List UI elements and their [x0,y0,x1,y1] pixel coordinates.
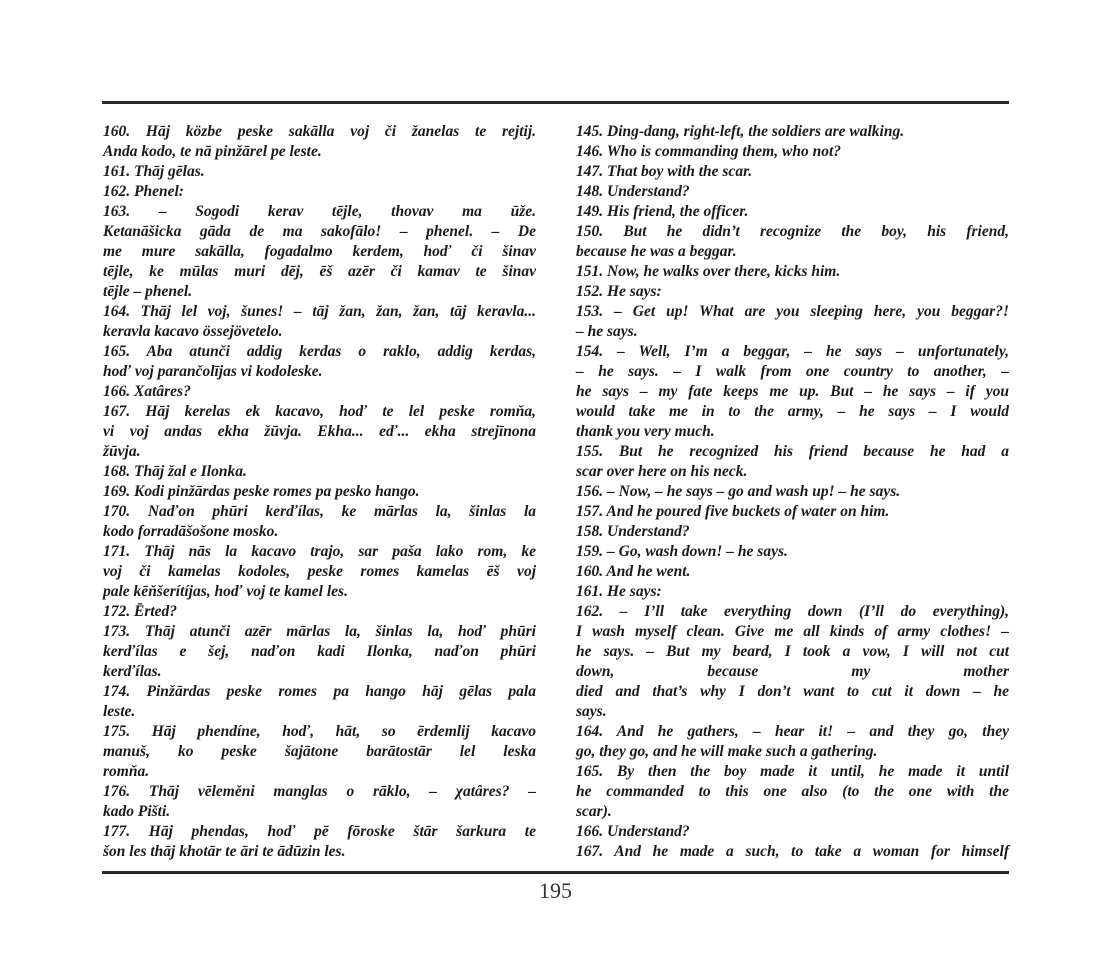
right-column-english [576,122,1009,862]
text-line: would take me in to the army, – he says – I would [576,403,1009,420]
text-line: 157. And he poured five buckets of water on him. [576,503,890,520]
text-line: tējle – phenel. [103,283,193,300]
text-line: Ketanāšicka gāda de ma sakofālo! – phenel. – De [103,223,536,240]
text-line: 166. Understand? [576,823,690,840]
text-line: 148. Understand? [576,183,690,200]
text-line: 172. Ērted? [103,603,178,620]
text-line: romňa. [103,763,150,780]
text-line: 156. – Now, – he says – go and wash up! – he says. [576,483,901,500]
text-line: thank you very much. [576,423,715,440]
text-line: 162. Phenel: [103,183,184,200]
text-line: 159. – Go, wash down! – he says. [576,543,788,560]
text-line: 169. Kodi pinžārdas peske romes pa pesko hango. [103,483,420,500]
text-line: 173. Thāj atunči azēr mārlas la, šinlas la, hoď phūri [103,623,536,640]
text-line: I wash myself clean. Give me all kinds of army clothes! – [576,623,1009,640]
text-line: 147. That boy with the scar. [576,163,753,180]
text-line: 167. And he made a such, to take a woman for himself [576,843,1009,860]
text-line: he commanded to this one also (to the one with the [576,783,1009,800]
text-line: 162. – I’ll take everything down (I’ll do everything), [576,603,1009,620]
text-line: manuš, ko peske šajātone barātostār lel leska [103,743,536,760]
text-line: 158. Understand? [576,523,690,540]
text-line: – he says. – I walk from one country to another, – [576,363,1009,380]
text-line: 153. – Get up! What are you sleeping here, you beggar?! [576,303,1009,320]
bottom-rule [102,871,1009,874]
text-line: 151. Now, he walks over there, kicks him. [576,263,841,280]
page-number: 195 [539,878,572,903]
text-line: because he was a beggar. [576,243,737,260]
text-line: kerďílas. [103,663,162,680]
text-line: žūvja. [103,443,141,460]
text-line: 160. And he went. [576,563,691,580]
text-line: 176. Thāj vēleměni manglas o rāklo, – χatâres? – [103,783,536,800]
text-line: Anda kodo, te nā pinžārel pe leste. [103,143,322,160]
text-line: kodo forradāšošone mosko. [103,523,279,540]
text-line: me mure sakālla, fogadalmo kerdem, hoď či šinav [103,243,536,260]
text-line: leste. [103,703,136,720]
text-line: pale kēňšerítíjas, hoď voj te kamel les. [103,583,348,600]
text-line: 164. And he gathers, – hear it! – and they go, they [576,723,1009,740]
text-line: kerďílas e šej, naďon kadi Ilonka, naďon phūri [103,643,536,660]
text-line: keravla kacavo össejövetelo. [103,323,283,340]
text-line: 177. Hāj phendas, hoď pē fōroske štār šarkura te [103,823,536,840]
text-line: says. [576,703,607,720]
text-line: hoď voj parančolījas vi kodoleske. [103,363,323,380]
text-line: 168. Thāj žal e Ilonka. [103,463,247,480]
text-line: 166. Xatâres? [103,383,191,400]
text-line: 149. His friend, the officer. [576,203,749,220]
text-line: 160. Hāj közbe peske sakālla voj či žanelas te rejtij. [103,123,536,140]
text-line: down, because my mother [576,663,1009,680]
text-line: 170. Naďon phūri kerďílas, ke mārlas la, šinlas la [103,503,536,520]
text-line: šon les thāj khotār te āri te ādūzin les. [103,843,346,860]
text-line: 161. Thāj gēlas. [103,163,205,180]
text-line: voj či kamelas kodoles, peske romes kamelas ēš voj [103,563,536,580]
text-line: 145. Ding-dang, right-left, the soldiers are walking. [576,123,905,140]
text-line: 165. Aba atunči addig kerdas o raklo, addig kerdas, [103,343,536,360]
text-line: 164. Thāj lel voj, šunes! – tāj žan, žan, žan, tāj keravla... [103,303,536,320]
text-line: 161. He says: [576,583,662,600]
text-line: 152. He says: [576,283,662,300]
text-line: scar over here on his neck. [576,463,748,480]
text-line: – he says. [576,323,638,340]
text-line: tējle, ke mūlas muri dēj, ēš azēr či kamav te šinav [103,263,536,280]
text-line: 167. Hāj kerelas ek kacavo, hoď te lel peske romňa, [103,403,536,420]
text-line: 163. – Sogodi kerav tējle, thovav ma ūže. [103,203,536,220]
text-line: 150. But he didn’t recognize the boy, his friend, [576,223,1009,240]
text-line: vi voj andas ekha žūvja. Ekha... eď... ekha strejīnona [103,423,536,440]
text-line: 174. Pinžārdas peske romes pa hango hāj gēlas pala [103,683,536,700]
text-line: 155. But he recognized his friend because he had a [576,443,1009,460]
text-line: kado Pišti. [103,803,171,820]
text-line: 154. – Well, I’m a beggar, – he says – unfortunately, [576,343,1009,360]
text-line: he says – my fate keeps me up. But – he says – if you [576,383,1009,400]
text-line: scar). [576,803,612,820]
text-line: he says. – But my beard, I took a vow, I will not cut [576,643,1009,660]
text-line: 165. By then the boy made it until, he made it until [576,763,1009,780]
text-line: go, they go, and he will make such a gathering. [576,743,878,760]
top-rule [102,101,1009,104]
text-line: 146. Who is commanding them, who not? [576,143,841,160]
left-column-romani [103,122,536,862]
text-line: died and that’s why I don’t want to cut it down – he [576,683,1009,700]
text-line: 175. Hāj phendíne, hoď, hāt, so ērdemlij kacavo [103,723,536,740]
text-line: 171. Thāj nās la kacavo trajo, sar paša lako rom, ke [103,543,536,560]
